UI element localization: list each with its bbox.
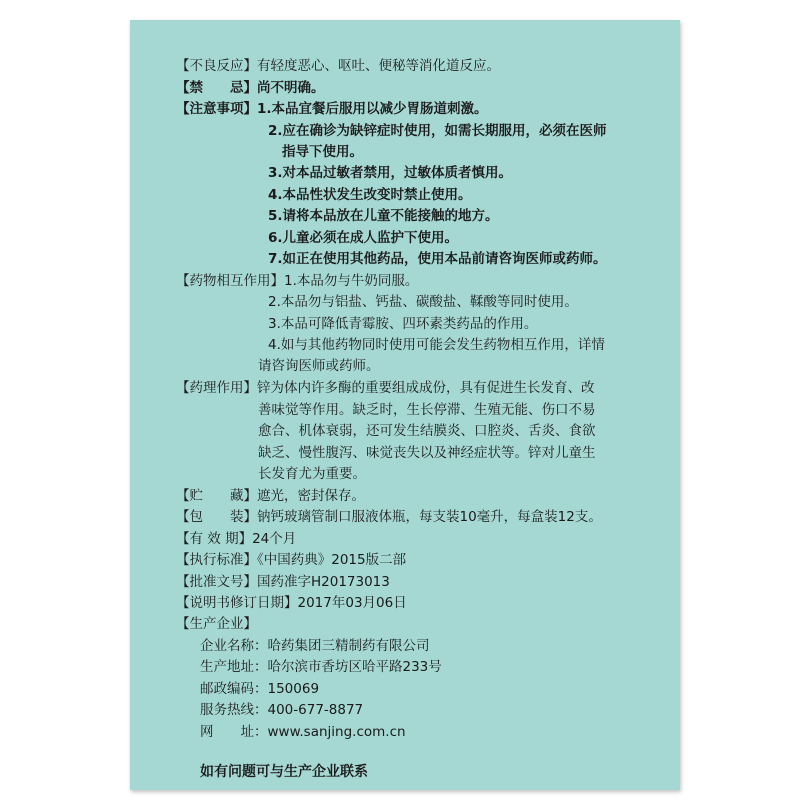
pharmacology-line: 愈合、机体衰弱，还可发生结膜炎、口腔炎、舌炎、食欲 <box>258 423 596 439</box>
manufacturer-hotline: 400-677-8877 <box>267 702 364 718</box>
standard-text: 《中国药典》2015版二部 <box>257 552 407 568</box>
manufacturer-hotline-label: 服务热线： <box>200 702 268 718</box>
pharmacology-line: 善味觉等作用。缺乏时，生长停滞、生殖无能、伤口不易 <box>258 402 596 418</box>
pharmacology-line: 长发育尤为重要。 <box>258 466 366 482</box>
precaution-item: 指导下使用。 <box>282 144 363 160</box>
revision-section <box>176 593 407 613</box>
interaction-item: 3.本品可降低青霉胺、四环素类药品的作用。 <box>268 316 538 332</box>
precaution-item: 3.对本品过敏者禁用，过敏体质者慎用。 <box>268 165 513 181</box>
manufacturer-name: 哈药集团三精制药有限公司 <box>267 638 430 654</box>
approval-tag: 【批准文号】 <box>176 574 257 590</box>
package-text: 钠钙玻璃管制口服液体瓶，每支装10毫升，每盒装12支。 <box>257 509 602 525</box>
contact-footer: 如有问题可与生产企业联系 <box>200 764 368 780</box>
contraindication-section <box>176 78 325 98</box>
package-section <box>176 507 602 527</box>
precaution-item: 5.请将本品放在儿童不能接触的地方。 <box>268 208 499 224</box>
contraindication-text: 尚不明确。 <box>257 80 325 96</box>
storage-section <box>176 486 365 506</box>
precaution-item: 4.本品性状发生改变时禁止使用。 <box>268 187 472 203</box>
manufacturer-website-label: 网 址： <box>200 724 268 740</box>
manufacturer-zip: 150069 <box>267 681 320 697</box>
pharmacology-section <box>176 378 595 398</box>
precaution-item: 6.儿童必须在成人监护下使用。 <box>268 230 459 246</box>
approval-text: 国药准字H20173013 <box>257 574 390 590</box>
package-tag: 【包 装】 <box>176 509 257 525</box>
approval-section <box>176 572 390 592</box>
manufacturer-address-label: 生产地址： <box>200 659 268 675</box>
manufacturer-hotline-row <box>200 700 363 720</box>
interaction-item: 2.本品勿与铝盐、钙盐、碳酸盐、鞣酸等同时使用。 <box>268 294 578 310</box>
interactions-tag: 【药物相互作用】 <box>176 273 284 289</box>
manufacturer-zip-label: 邮政编码： <box>200 681 268 697</box>
manufacturer-name-row <box>200 636 430 656</box>
interaction-item: 请咨询医师或药师。 <box>258 358 380 374</box>
manufacturer-name-label: 企业名称： <box>200 638 268 654</box>
standard-tag: 【执行标准】 <box>176 552 257 568</box>
manufacturer-website-row <box>200 722 406 742</box>
contraindication-tag: 【禁 忌】 <box>176 80 257 96</box>
revision-text: 2017年03月06日 <box>297 595 407 611</box>
validity-section <box>176 529 296 549</box>
manufacturer-website: www.sanjing.com.cn <box>267 724 406 740</box>
adverse-tag: 【不良反应】 <box>176 58 257 74</box>
revision-tag: 【说明书修订日期】 <box>176 595 298 611</box>
precautions-section <box>176 99 488 119</box>
manufacturer-zip-row <box>200 679 319 699</box>
interaction-item: 4.如与其他药物同时使用可能会发生药物相互作用，详情 <box>268 337 605 353</box>
standard-section <box>176 550 406 570</box>
storage-text: 遮光，密封保存。 <box>257 488 365 504</box>
manufacturer-address-row <box>200 657 442 677</box>
adverse-text: 有轻度恶心、呕吐、便秘等消化道反应。 <box>257 58 500 74</box>
pharmacology-line: 缺乏、慢性腹泻、味觉丧失以及神经症状等。锌对儿童生 <box>258 445 596 461</box>
manufacturer-tag: 【生产企业】 <box>176 616 257 632</box>
precaution-item: 7.如正在使用其他药品，使用本品前请咨询医师或药师。 <box>268 251 607 267</box>
adverse-section <box>176 56 500 76</box>
validity-text: 24个月 <box>252 531 297 547</box>
storage-tag: 【贮 藏】 <box>176 488 257 504</box>
interactions-section <box>176 271 418 291</box>
validity-tag: 【有 效 期】 <box>176 531 253 547</box>
precaution-item: 1.本品宜餐后服用以减少胃肠道刺激。 <box>257 101 488 117</box>
precaution-item: 2.应在确诊为缺锌症时使用，如需长期服用，必须在医师 <box>268 123 607 139</box>
pharmacology-line: 锌为体内许多酶的重要组成成份，具有促进生长发育、改 <box>257 380 595 396</box>
manufacturer-address: 哈尔滨市香坊区哈平路233号 <box>267 659 442 675</box>
precautions-tag: 【注意事项】 <box>176 101 257 117</box>
interaction-item: 1.本品勿与牛奶同服。 <box>284 273 419 289</box>
pharmacology-tag: 【药理作用】 <box>176 380 257 396</box>
